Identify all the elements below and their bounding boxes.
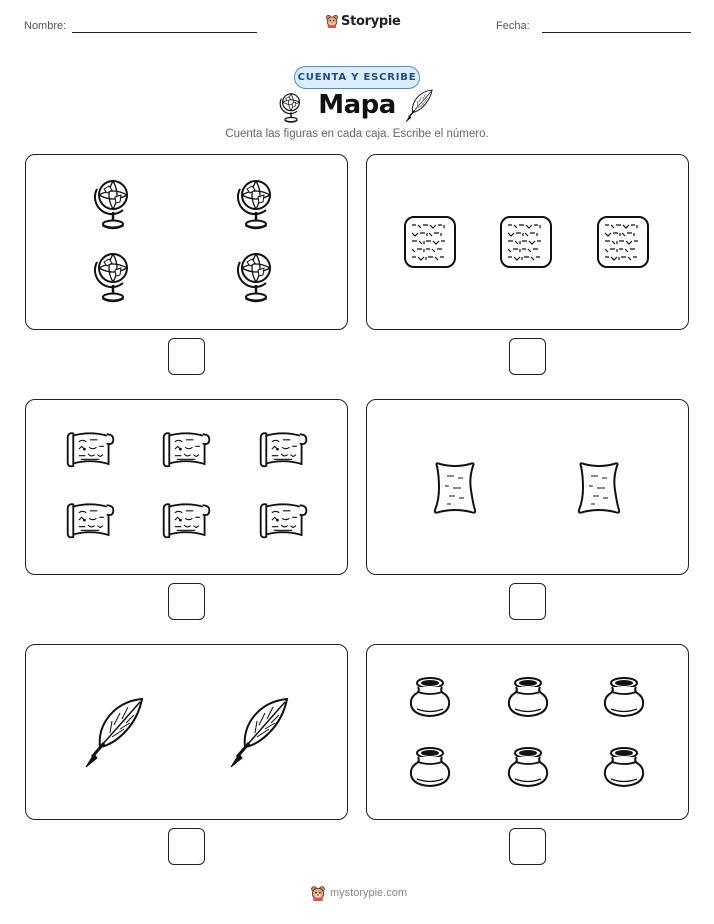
footer (310, 884, 407, 902)
ink-pot-icon (602, 675, 646, 719)
answer-box-globes[interactable] (168, 338, 205, 375)
quill-icon (227, 697, 291, 769)
count-panel-parchments (366, 399, 689, 575)
quill-icon (82, 697, 146, 769)
quill-icon (404, 89, 434, 123)
globe-icon (236, 175, 276, 231)
answer-box-quills[interactable] (168, 828, 205, 865)
footer-url[interactable]: mystorypie.com (330, 887, 408, 899)
ink-pot-icon (506, 675, 550, 719)
ink-pot-icon (506, 745, 550, 789)
count-panel-inkpots (366, 644, 689, 820)
answer-box-tablets[interactable] (509, 338, 546, 375)
instructions: Cuenta las figuras en cada caja. Escribe el número. (225, 128, 489, 140)
bear-logo-icon (325, 13, 339, 29)
scroll-map-icon (160, 428, 212, 474)
scroll-map-icon (257, 428, 309, 474)
globe-icon (236, 248, 276, 304)
count-panel-quills (25, 644, 348, 820)
answer-box-inkpots[interactable] (509, 828, 546, 865)
activity-badge: CUENTA Y ESCRIBE (294, 66, 420, 89)
clay-tablet-icon (595, 214, 651, 270)
scroll-map-icon (64, 499, 116, 545)
bear-logo-icon (310, 884, 326, 902)
name-line[interactable] (72, 32, 257, 33)
date-line[interactable] (542, 32, 691, 33)
brand-name: Storypie (341, 13, 401, 29)
globe-icon (93, 248, 133, 304)
ink-pot-icon (602, 745, 646, 789)
scroll-map-icon (64, 428, 116, 474)
scroll-map-icon (257, 499, 309, 545)
brand-logo (325, 13, 401, 29)
parchment-icon (575, 460, 623, 516)
globe-icon (93, 175, 133, 231)
name-label: Nombre: (24, 20, 67, 32)
count-panel-globes (25, 154, 348, 330)
clay-tablet-icon (402, 214, 458, 270)
scroll-map-icon (160, 499, 212, 545)
date-label: Fecha: (496, 20, 530, 32)
ink-pot-icon (408, 675, 452, 719)
answer-box-parchments[interactable] (509, 583, 546, 620)
count-panel-scrolls (25, 399, 348, 575)
clay-tablet-icon (498, 214, 554, 270)
page-title: Mapa (318, 90, 396, 120)
ink-pot-icon (408, 745, 452, 789)
parchment-icon (431, 460, 479, 516)
answer-box-scrolls[interactable] (168, 583, 205, 620)
count-panel-tablets (366, 154, 689, 330)
